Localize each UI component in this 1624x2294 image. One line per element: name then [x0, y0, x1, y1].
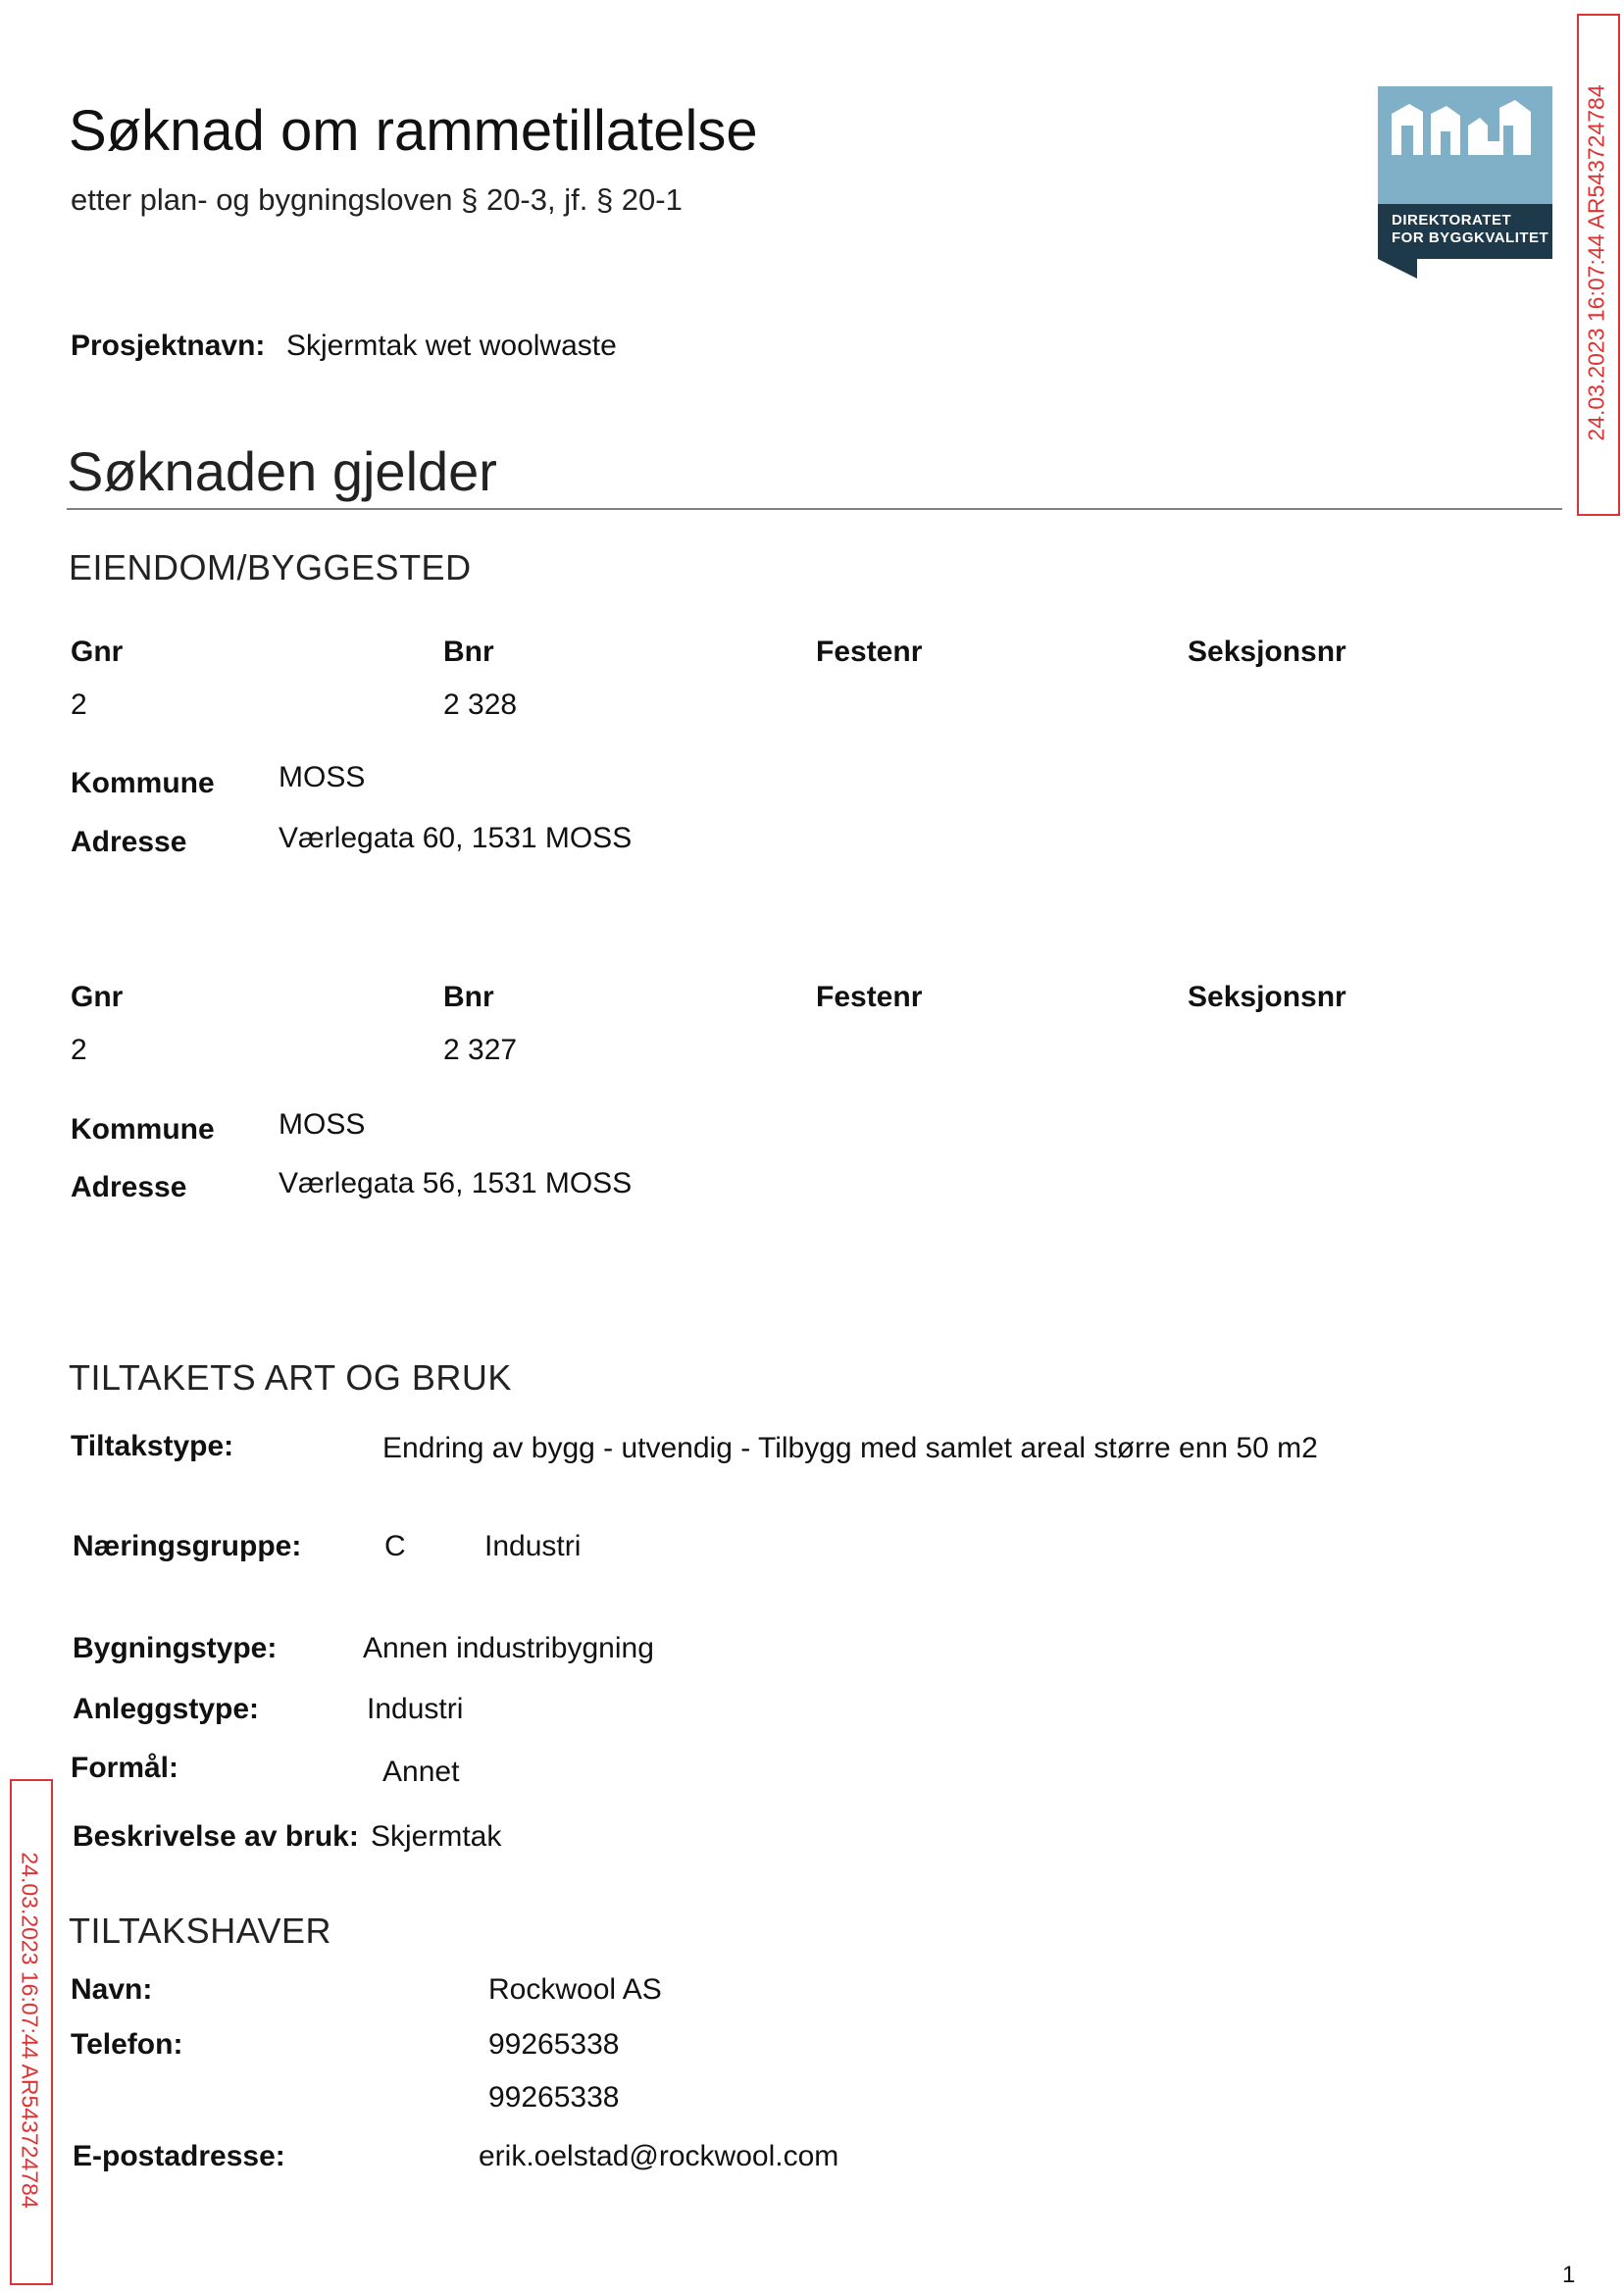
naeringsgruppe-code: C: [384, 1530, 406, 1562]
stamp-text-left: 24.03.2023 16:07:44 AR543724784: [17, 1852, 43, 2209]
property-1-seksjonsnr-label: Seksjonsnr: [1188, 636, 1346, 668]
property-1-bnr: 2 328: [443, 688, 518, 721]
naeringsgruppe-label: Næringsgruppe:: [73, 1530, 302, 1562]
property-1-adresse: Værlegata 60, 1531 MOSS: [279, 822, 633, 854]
property-2-bnr-label: Bnr: [443, 981, 494, 1013]
tiltakshaver-heading: TILTAKSHAVER: [69, 1911, 332, 1951]
tiltakstype-label: Tiltakstype:: [71, 1430, 234, 1462]
property-2-adresse: Værlegata 56, 1531 MOSS: [279, 1167, 633, 1199]
document-title: Søknad om rammetillatelse: [69, 99, 758, 163]
property-1-kommune: MOSS: [279, 761, 366, 793]
property-2-adresse-label: Adresse: [71, 1171, 187, 1203]
navn-value: Rockwool AS: [488, 1973, 662, 2006]
telefon-value-1: 99265338: [488, 2028, 620, 2061]
formal-label: Formål:: [71, 1752, 179, 1784]
tiltakstype-value: Endring av bygg - utvendig - Tilbygg med samlet areal større enn 50 m2: [382, 1432, 1318, 1464]
document-subtitle: etter plan- og bygningsloven § 20-3, jf. § 20-1: [71, 182, 683, 217]
property-2-kommune: MOSS: [279, 1108, 366, 1141]
property-2-gnr-label: Gnr: [71, 981, 124, 1013]
epost-value: erik.oelstad@rockwool.com: [479, 2140, 839, 2172]
property-1-festenr-label: Festenr: [816, 636, 923, 668]
bygningstype-value: Annen industribygning: [363, 1632, 654, 1664]
property-1-gnr: 2: [71, 688, 87, 721]
eiendom-heading: EIENDOM/BYGGESTED: [69, 547, 472, 587]
page-number: 1: [1562, 2262, 1576, 2288]
property-1-adresse-label: Adresse: [71, 826, 187, 858]
property-2-kommune-label: Kommune: [71, 1113, 215, 1146]
beskrivelse-value: Skjermtak: [371, 1820, 502, 1853]
anleggstype-label: Anleggstype:: [73, 1693, 260, 1725]
property-2-seksjonsnr-label: Seksjonsnr: [1188, 981, 1346, 1013]
stamp-text-right: 24.03.2023 16:07:44 AR543724784: [1583, 84, 1609, 441]
navn-label: Navn:: [71, 1973, 153, 2006]
property-1-kommune-label: Kommune: [71, 767, 215, 799]
project-name-label: Prosjektnavn:: [71, 330, 266, 362]
naeringsgruppe-value: Industri: [484, 1530, 582, 1562]
telefon-label: Telefon:: [71, 2028, 183, 2061]
tiltak-heading: TILTAKETS ART OG BRUK: [69, 1357, 512, 1398]
dibk-logo-icon: [1378, 86, 1552, 279]
property-1-gnr-label: Gnr: [71, 636, 124, 668]
project-name-value: Skjermtak wet woolwaste: [286, 330, 617, 362]
bygningstype-label: Bygningstype:: [73, 1632, 278, 1664]
logo-line1: DIREKTORATET: [1392, 212, 1512, 229]
logo-line2: FOR BYGGKVALITET: [1392, 229, 1549, 246]
property-2-gnr: 2: [71, 1034, 87, 1066]
formal-value: Annet: [382, 1756, 460, 1788]
telefon-value-2: 99265338: [488, 2081, 620, 2114]
property-2-festenr-label: Festenr: [816, 981, 923, 1013]
property-2-bnr: 2 327: [443, 1034, 518, 1066]
property-1-bnr-label: Bnr: [443, 636, 494, 668]
heading-divider: [67, 508, 1562, 510]
epost-label: E-postadresse:: [73, 2140, 285, 2172]
beskrivelse-label: Beskrivelse av bruk:: [73, 1820, 359, 1853]
anleggstype-value: Industri: [367, 1693, 464, 1725]
dibk-logo: [1378, 86, 1552, 279]
soknaden-heading: Søknaden gjelder: [67, 440, 497, 502]
